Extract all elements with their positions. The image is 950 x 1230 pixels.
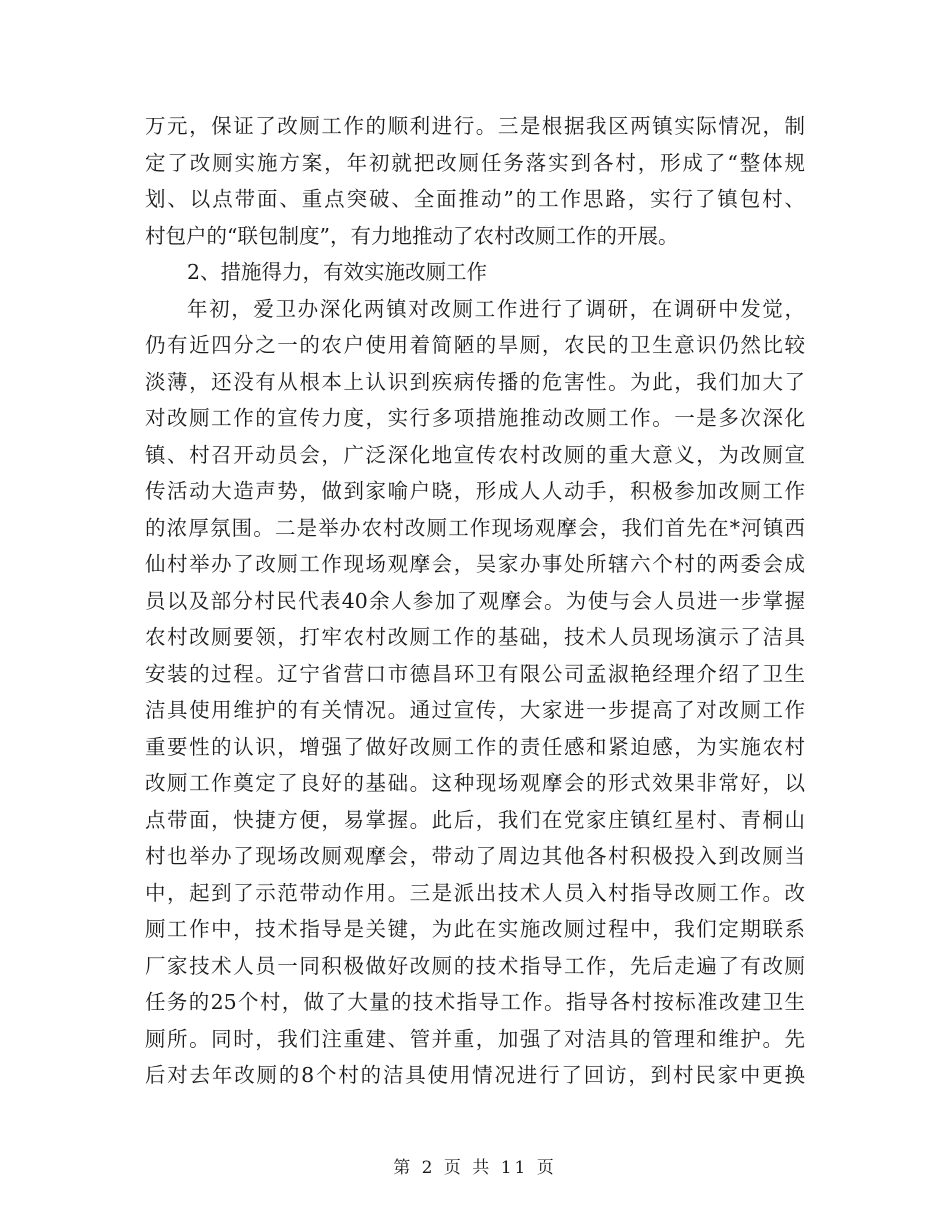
text-line: 定了改厕实施方案，年初就把改厕任务落实到各村，形成了“整体规 [145,150,805,175]
text-line: 镇、村召开动员会，广泛深化地宣传农村改厕的重大意义，为改厕宣 [145,442,805,467]
text-line: 安装的过程。辽宁省营口市德昌环卫有限公司孟淑艳经理介绍了卫生 [145,661,805,686]
text-line: 淡薄，还没有从根本上认识到疾病传播的危害性。为此，我们加大了 [145,369,805,394]
text-line: 中，起到了示范带动作用。三是派出技术人员入村指导改厕工作。改 [145,880,805,905]
text-line: 厂家技术人员一同积极做好改厕的技术指导工作，先后走遍了有改厕 [145,953,805,978]
text-line: 仙村举办了改厕工作现场观摩会，吴家办事处所辖六个村的两委会成 [145,552,805,576]
text-line: 对改厕工作的宣传力度，实行多项措施推动改厕工作。一是多次深化 [145,406,805,430]
text-line: 任务的25个村，做了大量的技术指导工作。指导各村按标准改建卫生 [145,990,805,1014]
text-line: 的浓厚氛围。二是举办农村改厕工作现场观摩会，我们首先在*河镇西 [145,515,805,540]
text-line: 洁具使用维护的有关情况。通过宣传，大家进一步提高了对改厕工作 [145,698,805,722]
text-line: 村也举办了现场改厕观摩会，带动了周边其他各村积极投入到改厕当 [145,844,805,868]
document-body [145,108,805,1094]
text-line: 点带面，快捷方便，易掌握。此后，我们在党家庄镇红星村、青桐山 [145,807,805,832]
text-line: 农村改厕要领，打牢农村改厕工作的基础，技术人员现场演示了洁具 [145,625,805,649]
text-line: 村包户的“联包制度”，有力地推动了农村改厕工作的开展。 [145,223,679,248]
text-line: 厕工作中，技术指导是关键，为此在实施改厕过程中，我们定期联系 [145,917,805,941]
text-line: 划、以点带面、重点突破、全面推动”的工作思路，实行了镇包村、 [145,187,805,211]
text-line: 年初，爱卫办深化两镇对改厕工作进行了调研，在调研中发觉， [187,296,805,321]
text-line: 改厕工作奠定了良好的基础。这种现场观摩会的形式效果非常好，以 [145,771,805,795]
text-line: 员以及部分村民代表40余人参加了观摩会。为使与会人员进一步掌握 [145,588,805,613]
text-line: 万元，保证了改厕工作的顺利进行。三是根据我区两镇实际情况，制 [145,114,805,138]
text-line: 后对去年改厕的8个村的洁具使用情况进行了回访，到村民家中更换 [145,1063,805,1087]
text-line: 重要性的认识，增强了做好改厕工作的责任感和紧迫感，为实施农村 [145,734,805,759]
text-line: 厕所。同时，我们注重建、管并重，加强了对洁具的管理和维护。先 [145,1026,805,1051]
text-line: 仍有近四分之一的农户使用着简陋的旱厕，农民的卫生意识仍然比较 [145,333,805,357]
text-line: 传活动大造声势，做到家喻户晓，形成人人动手，积极参加改厕工作 [145,479,805,503]
section-heading: 2、措施得力，有效实施改厕工作 [187,260,488,284]
page-footer: 第 2 页 共 11 页 [393,1158,557,1178]
